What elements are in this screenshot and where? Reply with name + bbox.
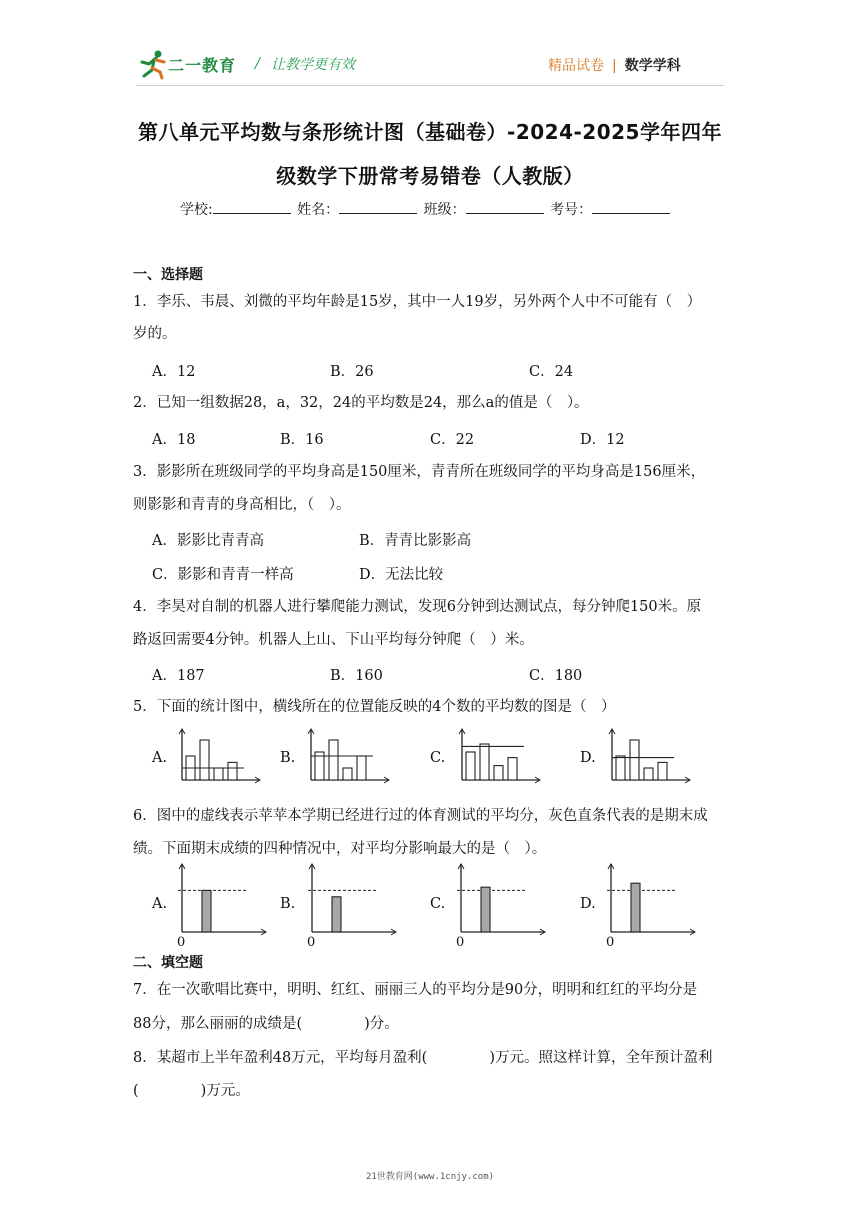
class-label: 班级： (423, 202, 466, 218)
class-blank[interactable] (466, 201, 544, 214)
q2-option-c[interactable]: C．22 (430, 432, 475, 448)
bar (616, 756, 625, 780)
q5-line1: 5．下面的统计图中，横线所在的位置能反映的4个数的平均数的图是（ ） (133, 699, 616, 715)
bar (343, 768, 352, 780)
bar (630, 740, 639, 780)
section-choice-heading: 一、选择题 (133, 267, 203, 283)
name-blank[interactable] (339, 201, 417, 214)
q2-line1: 2．已知一组数据28，a，32，24的平均数是24，那么a的值是（ ）。 (133, 395, 589, 411)
q7-line1: 7．在一次歌唱比赛中，明明、红红、丽丽三人的平均分是90分，明明和红红的平均分是 (133, 982, 698, 998)
q8-text-c: ( (133, 1083, 139, 1099)
q3-option-c[interactable]: C．影影和青青一样高 (152, 567, 294, 583)
q3-option-d[interactable]: D．无法比较 (359, 567, 444, 583)
bar (329, 740, 338, 780)
q4-line1: 4．李昊对自制的机器人进行攀爬能力测试，发现6分钟到达测试点，每分钟爬150米。原 (133, 599, 702, 615)
final-score-bar (202, 890, 211, 932)
q1-option-b[interactable]: B．26 (330, 364, 374, 380)
q2-option-d[interactable]: D．12 (580, 432, 625, 448)
q8-text-d: )万元。 (200, 1083, 250, 1099)
q3-option-a[interactable]: A．影影比青青高 (152, 533, 264, 549)
bar (644, 768, 653, 780)
q5-label-c[interactable]: C. (430, 750, 446, 766)
q6-line1: 6．图中的虚线表示苹苹本学期已经进行过的体育测试的平均分，灰色直条代表的是期末成 (133, 808, 708, 824)
number-label: 考号： (550, 202, 593, 218)
header-rule (136, 85, 724, 86)
q7-text-b: )分。 (364, 1016, 399, 1032)
q6-chart-d (601, 862, 701, 948)
bar (658, 762, 667, 780)
q3-line1: 3．影影所在班级同学的平均身高是150厘米，青青所在班级同学的平均身高是156厘米， (133, 464, 706, 480)
q4-line2: 路返回需要4分钟。机器人上山、下山平均每分钟爬（ ）米。 (133, 632, 534, 648)
bar (214, 768, 223, 780)
q6-chart-a (172, 862, 272, 948)
q6-chart-c (451, 862, 551, 948)
q8-text-b: )万元。照这样计算，全年预计盈利 (489, 1050, 713, 1066)
q5-label-d[interactable]: D. (580, 750, 596, 766)
slogan: 让教学更有效 (271, 57, 355, 73)
q2-option-b[interactable]: B．16 (280, 432, 324, 448)
q1-line1: 1．李乐、韦晨、刘微的平均年龄是15岁，其中一人19岁，另外两个人中不可能有（ ） (133, 294, 702, 310)
q6-chart-b (302, 862, 402, 948)
q6-line2: 绩。下面期末成绩的四种情况中，对平均分影响最大的是（ ）。 (133, 841, 547, 857)
q5-chart-b (303, 728, 403, 786)
q7-text-a: 88分，那么丽丽的成绩是( (133, 1016, 303, 1032)
header-separator: / (255, 54, 261, 72)
bar (494, 766, 503, 780)
q4-option-c[interactable]: C．180 (529, 668, 583, 684)
bar (200, 740, 209, 780)
student-info (180, 199, 672, 219)
final-score-bar (332, 897, 341, 932)
origin-label: 0 (606, 935, 615, 950)
bar (466, 752, 475, 780)
school-label: 学校: (180, 202, 213, 218)
logo-runner-icon (136, 48, 170, 80)
q8-text-a: 8．某超市上半年盈利48万元，平均每月盈利( (133, 1050, 428, 1066)
q5-label-b[interactable]: B. (280, 750, 296, 766)
tag-subject: 数学学科 (624, 58, 681, 74)
q6-label-a[interactable]: A. (152, 896, 168, 912)
origin-label: 0 (456, 935, 465, 950)
q5-chart-a (174, 728, 264, 786)
tag-premium: 精品试卷 (548, 58, 604, 74)
q6-label-b[interactable]: B. (280, 896, 296, 912)
page-title-line1: 第八单元平均数与条形统计图（基础卷）-2024-2025学年四年 (138, 120, 722, 144)
section-fill-heading: 二、填空题 (133, 955, 203, 971)
q5-label-a[interactable]: A. (152, 750, 168, 766)
final-score-bar (631, 883, 640, 932)
bar (508, 758, 517, 780)
bar (480, 744, 489, 780)
q5-chart-c (454, 728, 544, 786)
q3-line2: 则影影和青青的身高相比，（ ）。 (133, 497, 351, 513)
bar (228, 762, 237, 780)
q7-line2 (133, 1014, 733, 1034)
q5-chart-d (604, 728, 694, 786)
q4-option-a[interactable]: A．187 (152, 668, 205, 684)
tag-divider: | (612, 58, 617, 74)
q8-line1 (133, 1048, 733, 1068)
q6-label-d[interactable]: D. (580, 896, 596, 912)
page-title-line2: 级数学下册常考易错卷（人教版） (276, 164, 584, 188)
q1-option-a[interactable]: A．12 (152, 364, 196, 380)
origin-label: 0 (177, 935, 186, 950)
number-blank[interactable] (592, 201, 670, 214)
footer-source: 21世教育网(www.1cnjy.com) (365, 1172, 495, 1182)
q1-option-c[interactable]: C．24 (529, 364, 574, 380)
logo-text: 二一教育 (168, 56, 237, 75)
q4-option-b[interactable]: B．160 (330, 668, 383, 684)
final-score-bar (481, 887, 490, 932)
q6-label-c[interactable]: C. (430, 896, 446, 912)
header-tags (548, 55, 681, 75)
q3-option-b[interactable]: B．青青比影影高 (359, 533, 472, 549)
origin-label: 0 (307, 935, 316, 950)
q1-line2: 岁的。 (133, 326, 177, 342)
school-blank[interactable] (213, 201, 291, 214)
q8-line2 (133, 1081, 733, 1101)
bar (357, 756, 366, 780)
name-label: 姓名： (297, 202, 340, 218)
q2-option-a[interactable]: A．18 (152, 432, 196, 448)
